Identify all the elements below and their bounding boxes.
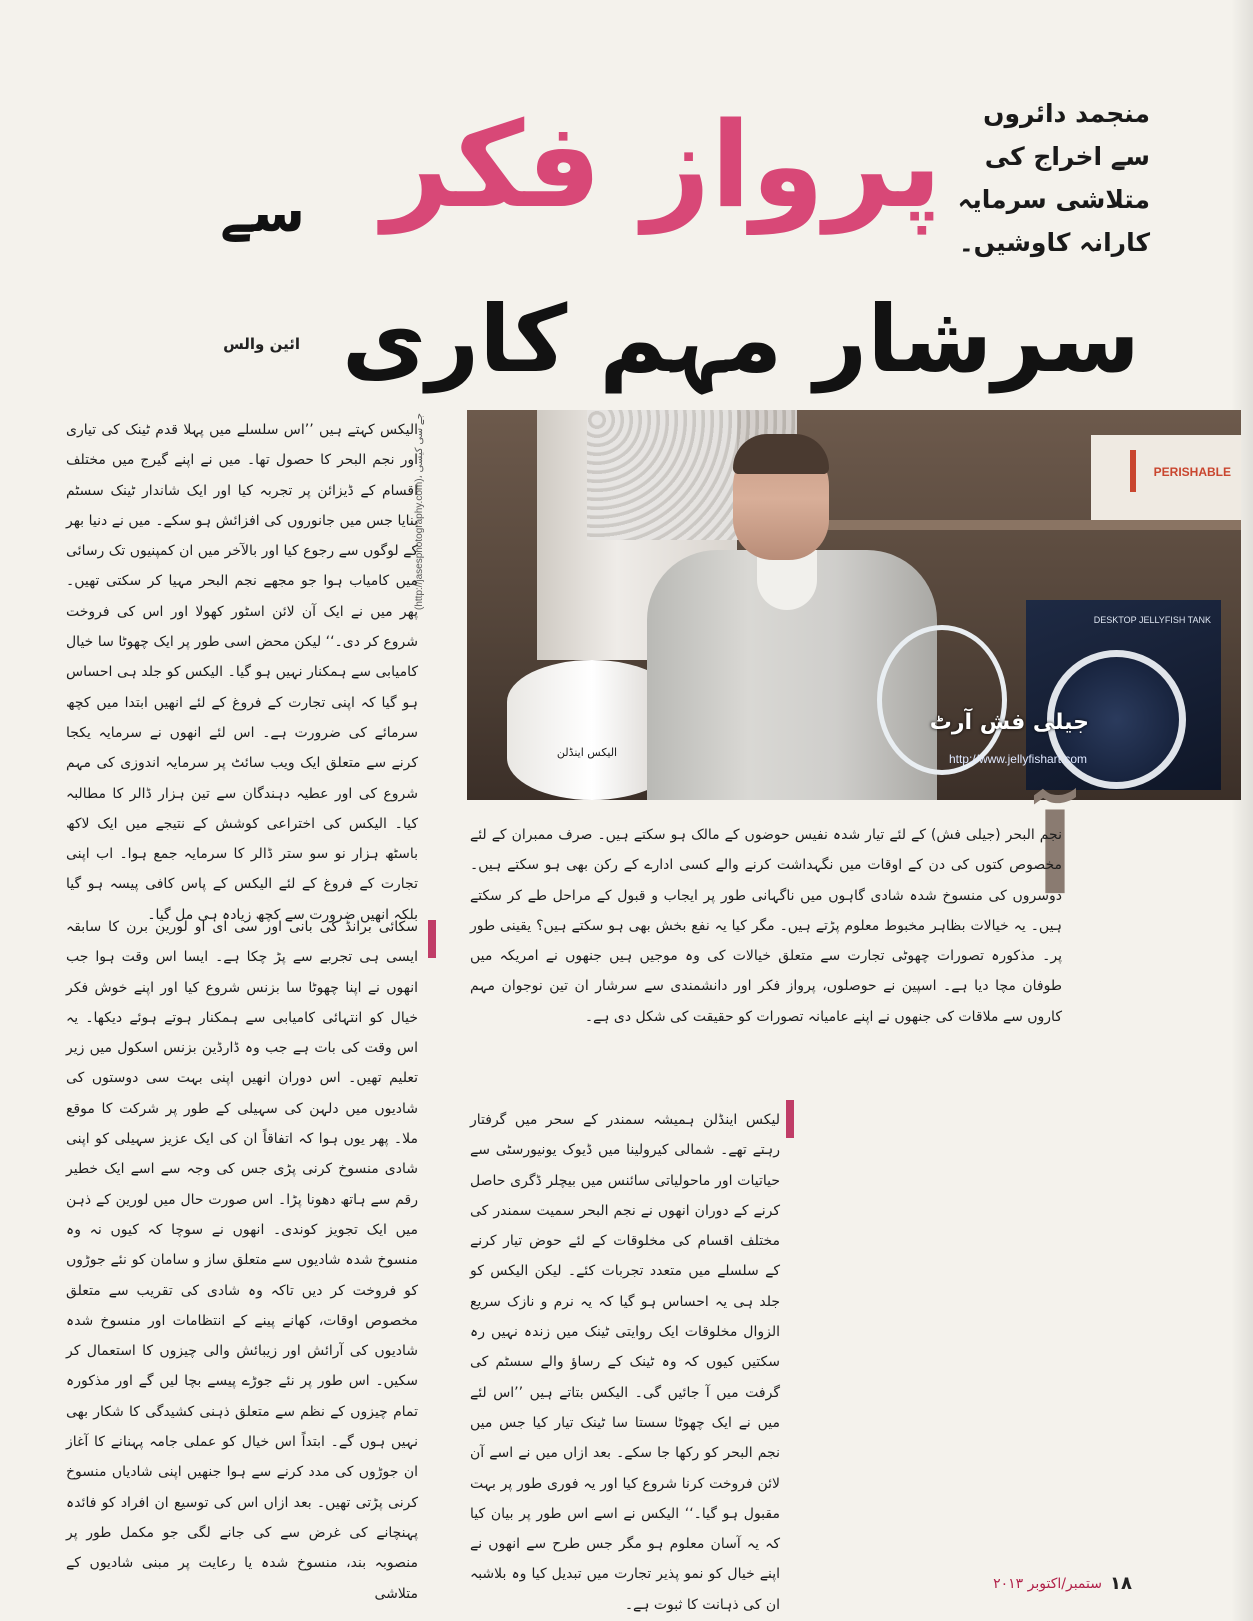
paragraph: نجم البحر (جیلی فش) کے لئے تیار شدہ نفیس حوضوں کے مالک ہو سکتے ہیں۔ صرف ممبران کے لئے مخصوص کتوں کی دن کے اوقات میں نگہداشت کرنے والے کسی ادارے کے رکن بھی ہو سکتے ہیں۔ دوسروں کی منسوخ شدہ شادی گاہوں میں ناگہانی طور پر ایجاب و قبول کے مراحل طے کر سکتے ہیں۔ یہ خیالات بظاہر مخبوط معلوم پڑتے ہیں۔ مگر کیا یہ نفع بخش بھی ہو سکتے ہیں؟ یقینی طور پر۔ مذکورہ تصورات چھوٹی تجارت سے متعلق خیالات کی وہ موجیں ہیں جنھوں نے امریکہ میں طوفان مچا دیا ہے۔ اسپین نے حوصلوں، پرواز فکر اور دانشمندی سے سرشار ان تین نوجوان مہم کاروں سے ملاقات کی جنھوں نے اپنے عامیانہ تصورات کو حقیقت کی شکل دی ہے۔ [470,827,1062,1025]
photo-person-name: الیکس اینڈلن [556,746,618,759]
title-black-text: سرشار مہم کاری [341,286,1140,393]
title-pink-text: پرواز فکر [382,96,942,234]
title-connector: سے [220,181,305,244]
left-column-bottom [66,912,418,1602]
shelf [787,520,1241,530]
section-marker [786,1100,794,1138]
author-byline: ائین والس [223,335,300,353]
left-column-top [66,415,418,923]
page-edge [1231,0,1253,1621]
issue-date: ستمبر/اکتوبر ۲۰۱۳ [993,1576,1102,1592]
up-arrow-icon [1130,450,1136,492]
photo-caption: جیلی فش آرٹ [929,710,1089,735]
paragraph: لیکس اینڈلن ہمیشہ سمندر کے سحر میں گرفتار رہتے تھے۔ شمالی کیرولینا میں ڈیوک یونیورسٹی سے حیاتیات اور ماحولیاتی سائنس میں بیچلر ڈگری حاصل کرنے کے دوران انھوں نے نجم البحر سمیت سمندر کی مختلف اقسام کی مخلوقات کے لئے حوض تیار کرنے کے سلسلے میں متعدد تجربات کئے۔ لیکن الیکس کو جلد ہی یہ احساس ہو گیا کہ یہ نرم و نازک سریع الزوال مخلوقات ایک روایتی ٹینک میں زندہ نہیں رہ سکتیں کیوں کہ وہ ٹینک کے رساؤ والے سسٹم کی گرفت میں آ جائیں گی۔ الیکس بتاتے ہیں ’’اس لئے میں نے ایک چھوٹا سستا سا ٹینک تیار کیا جس میں نجم البحر کو رکھا جا سکے۔ بعد ازاں میں نے اسے آن لائن فروخت کرنا شروع کیا اور یہ فوری طور پر بہت مقبول ہو گیا۔‘‘ الیکس نے اسے اس طور پر بیان کیا کہ یہ آسان معلوم ہو مگر جس طرح سے انھوں نے اپنے خیال کو نمو پذیر تجارت میں تبدیل کیا وہ بلاشبہ ان کی ذہانت کا ثبوت ہے۔ [470,1112,780,1613]
intro-paragraph [470,820,1062,1050]
shipping-box [1091,435,1241,530]
page-number: ۱۸ [1110,1573,1132,1594]
paragraph: سکائی برانڈ کی بانی اور سی ای او لورین برن کا سابقہ ایسی ہی تجربے سے پڑ چکا ہے۔ ایسا اس وقت ہوا جب انھوں نے اپنا چھوٹا سا بزنس شروع کیا اور اپنے خوش فکر خیال کو انتہائی کامیابی سے ہمکنار ہوتے ہوئے دیکھا۔ یہ اس وقت کی بات ہے جب وہ ڈارڈین بزنس اسکول میں زیر تعلیم تھیں۔ اس دوران انھیں اپنی بہت سی دوستوں کی شادیوں میں دلہن کی سہیلی کے طور پر شرکت کا موقع ملا۔ پھر یوں ہوا کہ اتفاقاً ان کی ایک عزیز سہیلی کو اپنی شادی منسوخ کرنی پڑی جس کی وجہ سے اسے ایک خطیر رقم سے ہاتھ دھونا پڑا۔ اس صورت حال میں لورین کے ذہن میں ایک تجویز کوندی۔ انھوں نے سوچا کہ کیوں نہ وہ منسوخ شدہ شادیوں سے متعلق ساز و سامان کو نئے جوڑوں کو فروخت کر دیں تاکہ وہ شادی کی تقریب سے متعلق مخصوص اوقات، کھانے پینے کے انتظامات اور منسوخ شدہ شادیوں کی آرائش اور زیبائش والی چیزوں کا استعمال کر سکیں۔ اس طور پر نئے جوڑے پیسے بچا لیں گے اور مذکورہ تمام چیزوں کے نظم سے متعلق ذہنی کشیدگی کا شکار بھی نہیں ہوں گے۔ ابتداً اس خیال کو عملی جامہ پہنانے کا آغاز ان جوڑوں کی مدد کرنے سے ہوا جنھیں اپنی شادیاں منسوخ کرنی پڑتی تھیں۔ بعد ازاں اس کی توسیع ان افراد کو فائدہ پہنچانے کی غرض سے کی جانے لگی جو مکمل طور پر منصوبہ بند، منسوخ شدہ یا رعایت پر مبنی شادیوں کے متلاشی [66,919,418,1602]
feature-photo [467,410,1241,800]
paragraph: الیکس کہتے ہیں ’’اس سلسلے میں پہلا قدم ٹینک کی تیاری اور نجم البحر کا حصول تھا۔ میں نے اپنے گیرج میں مختلف اقسام کے ڈیزائن پر تجربہ کیا اور ایک شاندار ٹینک سسٹم بنایا جس میں جانوروں کی افزائش ہو سکے۔ میں نے دنیا بھر کے لوگوں سے رجوع کیا اور بالآخر میں ان کمپنیوں تک رسائی میں کامیاب ہوا جو مجھے نجم البحر مہیا کر سکتی تھیں۔ پھر میں نے ایک آن لائن اسٹور کھولا اور اس کی فروخت شروع کر دی۔‘‘ لیکن محض اسی طور پر ایک چھوٹا سا خیال کامیابی سے ہمکنار نہیں ہو گیا۔ الیکس کو جلد ہی احساس ہو گیا کہ اپنی تجارت کے فروغ کے لئے انھیں ابتدا میں کچھ سرمائے کی ضرورت ہے۔ اس لئے انھوں نے سرمایہ یکجا کرنے سے متعلق ایک ویب سائٹ پر سرمایہ اندوزی کی مہم شروع کی اور عطیہ دہندگان سے تین ہزار ڈالر کا مطالبہ کیا۔ الیکس کی اختراعی کوشش کے نتیجے میں ایک لاکھ باسٹھ ہزار نو سو ستر ڈالر کا سرمایہ جمع ہوا۔ اب اپنی تجارت کے فروغ کے لئے الیکس کے پاس کافی پیسہ ہو گیا بلکہ انھیں ضرورت سے کچھ زیادہ ہی مل گیا۔ [66,422,418,923]
section-marker [428,920,436,958]
box-label: PERISHABLE [1153,465,1231,479]
article-subheading: منجمد دائروں سے اخراج کی متلاشی سرمایہ کارانہ کاوشیں۔ [957,99,1150,257]
drop-cap: آ [1036,791,1074,919]
photo-credit: (http://jasesphotography.com)، جے سی کیسی [414,413,425,610]
package-label: DESKTOP JELLYFISH TANK [1093,615,1211,625]
middle-column [470,1105,780,1613]
photo-caption-url: http://www.jellyfishart.com [948,752,1087,766]
person-hair [733,434,829,474]
